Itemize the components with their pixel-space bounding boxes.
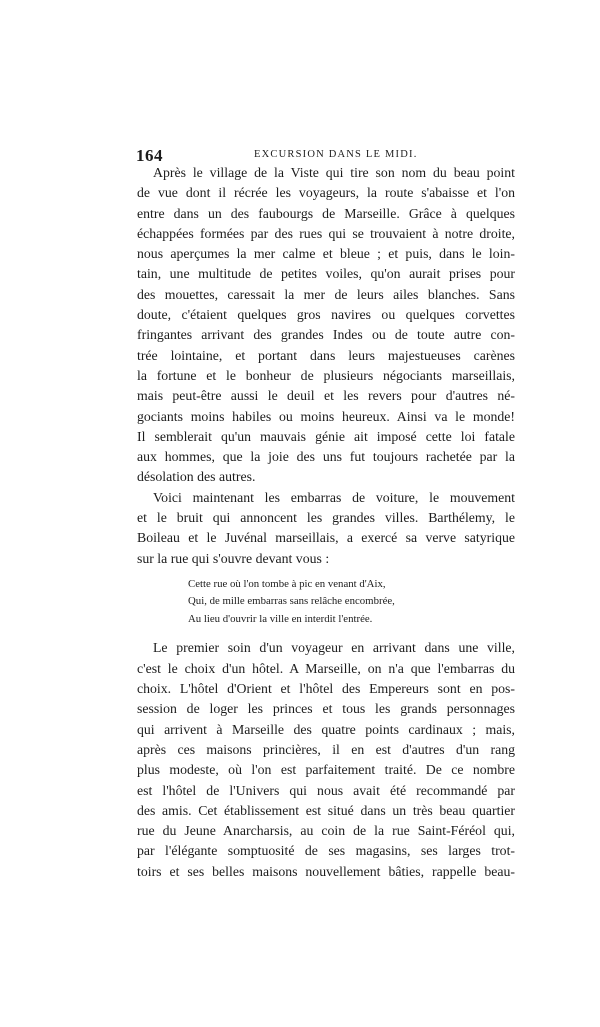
page-header (136, 146, 526, 164)
text-line: rue du Jeune Anarcharsis, au coin de la rue Saint-Féréol qui, (137, 823, 515, 839)
text-line: la fortune et le bonheur de plusieurs négociants marseillais, (137, 367, 515, 383)
verse-quote (188, 576, 515, 629)
text-line: Après le village de la Viste qui tire son nom du beau point (153, 165, 515, 180)
paragraph-1 (137, 163, 515, 488)
text-line: des mouettes, caressait la mer de leurs ailes blanches. Sans (137, 286, 515, 302)
text-line: de vue dont il récrée les voyageurs, la route s'abaisse et l'on (137, 185, 515, 201)
text-line: toirs et ses belles maisons nouvellement bâties, rappelle beau- (137, 863, 515, 879)
body-text (137, 163, 515, 882)
text-line: doute, c'étaient quelques gros navires ou quelques corvettes (137, 307, 515, 323)
text-line: Il semblerait qu'un mauvais génie ait imposé cette loi fatale (137, 428, 515, 444)
paragraph-2 (137, 488, 515, 569)
verse-line: Au lieu d'ouvrir la ville en interdit l'entrée. (188, 612, 373, 625)
text-line: entre dans un des faubourgs de Marseille. Grâce à quelques (137, 205, 515, 221)
text-line: désolation des autres. (137, 469, 256, 485)
paragraph-3 (137, 638, 515, 882)
text-line: Le premier soin d'un voyageur en arrivant dans une ville, (153, 640, 515, 656)
text-line: trée lointaine, et portant dans leurs majestueuses carènes (137, 347, 515, 363)
text-line: plus modeste, où l'on est parfaitement traité. De ce nombre (137, 762, 515, 778)
text-line: gociants moins habiles ou moins heureux. Ainsi va le monde! (137, 408, 515, 424)
text-line: fringantes arrivant des grandes Indes ou de toute autre con- (137, 327, 515, 343)
page-number: 164 (136, 146, 163, 165)
text-line: qui arrivent à Marseille des quatre points cardinaux ; mais, (137, 721, 515, 737)
text-line: sur la rue qui s'ouvre devant vous : (137, 550, 330, 566)
text-line: est l'hôtel de l'Univers qui nous avait été recommandé par (137, 782, 515, 798)
text-line: échappées formées par des rues qui se trouvaient à notre droite, (137, 225, 515, 241)
text-line: session de loger les princes et tous les grands personnages (137, 701, 515, 717)
text-line: des amis. Cet établissement est situé dans un très beau quartier (137, 802, 515, 818)
text-line: c'est le choix d'un hôtel. A Marseille, on n'a que l'embarras du (137, 660, 515, 676)
text-line: tain, une multitude de petites voiles, qu'on aurait prises pour (137, 266, 515, 282)
verse-line: Qui, de mille embarras sans relâche encombrée, (188, 595, 395, 608)
text-line: aux hommes, que la joie des uns fut toujours rachetée par la (137, 449, 515, 465)
text-line: mais peut-être aussi le deuil et les revers pour d'autres né- (137, 388, 515, 404)
text-line: Voici maintenant les embarras de voiture, le mouvement (153, 489, 515, 505)
text-line: par l'élégante somptuosité de ses magasins, ses larges trot- (137, 843, 515, 859)
text-line: Boileau et le Juvénal marseillais, a exercé sa verve satyrique (137, 530, 515, 546)
text-line: après ces maisons princières, il en est d'autres d'un rang (137, 741, 515, 757)
text-line: et le bruit qui annoncent les grandes villes. Barthélemy, le (137, 510, 515, 526)
verse-line: Cette rue où l'on tombe à pic en venant d'Aix, (188, 577, 386, 590)
text-line: nous aperçumes la mer calme et bleue ; et puis, dans le loin- (137, 246, 515, 262)
text-line: choix. L'hôtel d'Orient et l'hôtel des Empereurs sont en pos- (137, 681, 515, 697)
running-title: EXCURSION DANS LE MIDI. (254, 149, 418, 160)
